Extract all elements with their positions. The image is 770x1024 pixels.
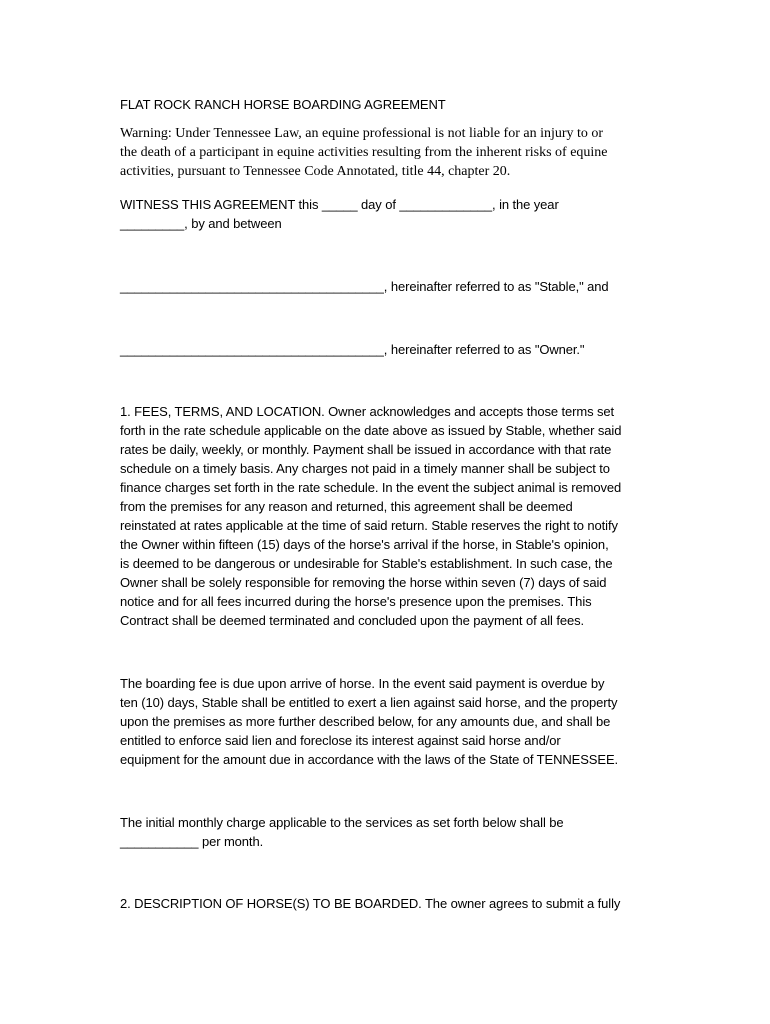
monthly-charge-line: ___________ per month. bbox=[120, 834, 264, 849]
section-1-line: the Owner within fifteen (15) days of the horse's arrival if the horse, in Stable's opinion, bbox=[120, 537, 609, 552]
document-title bbox=[120, 95, 660, 114]
section-1-paragraph bbox=[120, 402, 660, 630]
section-1-line: Contract shall be deemed terminated and concluded upon the payment of all fees. bbox=[120, 613, 585, 628]
section-1-line: schedule on a timely basis. Any charges not paid in a timely manner shall be subject to bbox=[120, 461, 610, 476]
warning-line: Warning: Under Tennessee Law, an equine professional is not liable for an injury to or bbox=[120, 126, 604, 141]
section-1-line: rates be daily, weekly, or monthly. Payment shall be issued in accordance with that rate bbox=[120, 442, 612, 457]
section-1-line: forth in the rate schedule applicable on the date above as issued by Stable, whether said bbox=[120, 423, 622, 438]
witness-line: WITNESS THIS AGREEMENT this _____ day of _____________, in the year bbox=[120, 197, 559, 212]
monthly-charge-line: The initial monthly charge applicable to the services as set forth below shall be bbox=[120, 815, 564, 830]
section-1-line: from the premises for any reason and returned, this agreement shall be deemed bbox=[120, 499, 573, 514]
boarding-fee-line: The boarding fee is due upon arrive of horse. In the event said payment is overdue by bbox=[120, 676, 605, 691]
owner-party-line bbox=[120, 340, 660, 359]
witness-line: _________, by and between bbox=[120, 216, 282, 231]
warning-paragraph bbox=[120, 124, 660, 181]
section-1-line: is deemed to be dangerous or undesirable for Stable's establishment. In such case, the bbox=[120, 556, 613, 571]
section-1-line: 1. FEES, TERMS, AND LOCATION. Owner acknowledges and accepts those terms set bbox=[120, 404, 615, 419]
section-1-line: reinstated at rates applicable at the time of said return. Stable reserves the right to notify bbox=[120, 518, 618, 533]
owner-party-text: _____________________________________, hereinafter referred to as "Owner." bbox=[120, 342, 585, 357]
boarding-fee-line: ten (10) days, Stable shall be entitled to exert a lien against said horse, and the property bbox=[120, 695, 618, 710]
document-title-text: FLAT ROCK RANCH HORSE BOARDING AGREEMENT bbox=[120, 97, 446, 112]
monthly-charge-paragraph bbox=[120, 813, 660, 851]
stable-party-text: _____________________________________, hereinafter referred to as "Stable," and bbox=[120, 279, 609, 294]
stable-party-line bbox=[120, 277, 660, 296]
section-1-line: Owner shall be solely responsible for removing the horse within seven (7) days of said bbox=[120, 575, 607, 590]
warning-line: activities, pursuant to Tennessee Code Annotated, title 44, chapter 20. bbox=[120, 164, 511, 179]
warning-line: the death of a participant in equine activities resulting from the inherent risks of equine bbox=[120, 145, 608, 160]
boarding-fee-paragraph bbox=[120, 674, 660, 769]
boarding-fee-line: entitled to enforce said lien and foreclose its interest against said horse and/or bbox=[120, 733, 561, 748]
boarding-fee-line: upon the premises as more further described below, for any amounts due, and shall be bbox=[120, 714, 611, 729]
section-1-line: finance charges set forth in the rate schedule. In the event the subject animal is removed bbox=[120, 480, 622, 495]
section-2-paragraph bbox=[120, 894, 660, 913]
section-2-line: 2. DESCRIPTION OF HORSE(S) TO BE BOARDED. The owner agrees to submit a fully bbox=[120, 896, 621, 911]
witness-paragraph bbox=[120, 195, 660, 233]
boarding-fee-line: equipment for the amount due in accordance with the laws of the State of TENNESSEE. bbox=[120, 752, 619, 767]
section-1-line: notice and for all fees incurred during the horse's presence upon the premises. This bbox=[120, 594, 592, 609]
